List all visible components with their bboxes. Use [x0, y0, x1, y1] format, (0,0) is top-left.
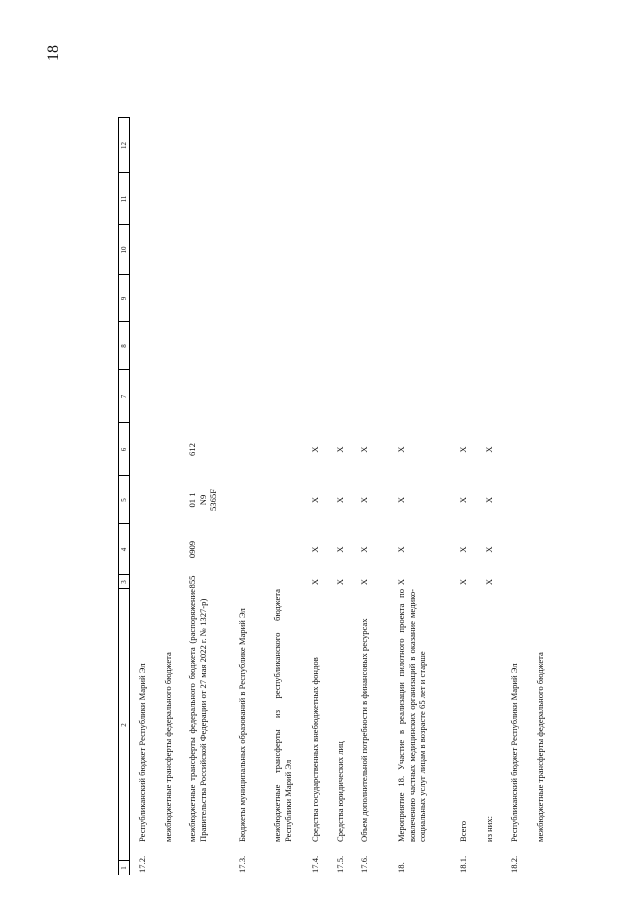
cell-col4: X: [396, 546, 406, 553]
cell-col5: X: [396, 496, 406, 504]
cell-col4: 0909: [187, 540, 197, 559]
row-number: 17.6.: [359, 855, 369, 873]
column-header: 8: [120, 344, 128, 348]
column-header: 5: [120, 498, 128, 502]
cell-col6: X: [335, 446, 345, 453]
column-header: 3: [120, 580, 128, 584]
cell-col3: X: [310, 578, 320, 586]
row-description: Всего: [458, 820, 468, 842]
row-number: 18.: [396, 862, 406, 873]
cell-col3: X: [396, 578, 406, 586]
row-description: межбюджетные трансферты федерального бюджета: [535, 652, 545, 842]
column-header: 2: [120, 723, 128, 727]
cell-col4: X: [335, 546, 345, 553]
column-header: 12: [120, 142, 128, 149]
column-header: 1: [120, 866, 128, 870]
cell-col5: X: [335, 496, 345, 504]
row-description: межбюджетные трансферты федерального бюджета: [163, 652, 173, 842]
column-header: 6: [120, 447, 128, 452]
column-header: 11: [120, 195, 128, 203]
cell-col5: X: [484, 496, 494, 504]
row-description: межбюджетные трансферты федерального бюджета (распоряжение Правительства Российской Федерации от 27 мая 2022 г. № 1327-р): [187, 589, 208, 842]
cell-col6: X: [359, 446, 369, 453]
row-number: 17.2.: [137, 855, 147, 873]
column-header: 9: [120, 296, 128, 301]
cell-col3: X: [335, 578, 345, 586]
row-number: 18.1.: [458, 855, 468, 873]
cell-col5: 01 1 N9 5365F: [187, 489, 218, 511]
row-description: межбюджетные трансферты из республиканского бюджета Республики Марий Эл: [272, 589, 293, 842]
cell-col6: X: [484, 446, 494, 453]
column-header: 4: [120, 547, 128, 552]
cell-col3: X: [484, 578, 494, 586]
page-number: 18: [45, 45, 62, 61]
cell-col4: X: [484, 546, 494, 553]
row-number: 17.5.: [335, 855, 345, 873]
row-description: Средства юридических лиц: [335, 741, 345, 842]
column-header: 10: [120, 246, 128, 254]
row-description: Объем дополнительной потребности в финансовых ресурсах: [359, 618, 369, 842]
row-description: Мероприятие 18. Участие в реализации пилотного проекта по вовлечению частных медицинских организаций в оказание медико-социальных услуг лицам в возрасте 65 лет и старше: [396, 589, 427, 842]
row-description: Средства государственных внебюджетных фондов: [310, 657, 320, 842]
cell-col6: 612: [187, 443, 197, 456]
row-description: Бюджеты муниципальных образований в Республике Марий Эл: [237, 608, 247, 842]
cell-col4: X: [310, 546, 320, 553]
row-description: Республиканский бюджет Республики Марий Эл: [509, 663, 519, 842]
cell-col4: X: [359, 546, 369, 553]
cell-col6: X: [458, 446, 468, 453]
cell-col5: X: [458, 496, 468, 504]
cell-col3: 855: [187, 575, 197, 589]
row-description: из них:: [484, 815, 494, 842]
cell-col5: X: [359, 496, 369, 504]
row-number: 17.3.: [237, 855, 247, 873]
cell-col3: X: [359, 578, 369, 586]
row-description: Республиканский бюджет Республики Марий Эл: [137, 663, 147, 842]
cell-col5: X: [310, 496, 320, 504]
cell-col3: X: [458, 578, 468, 586]
cell-col6: X: [396, 446, 406, 453]
cell-col4: X: [458, 546, 468, 553]
cell-col6: X: [310, 446, 320, 453]
row-number: 17.4.: [310, 855, 320, 873]
column-header-row: [118, 117, 130, 875]
row-number: 18.2.: [509, 855, 519, 873]
column-header: 7: [120, 394, 128, 399]
